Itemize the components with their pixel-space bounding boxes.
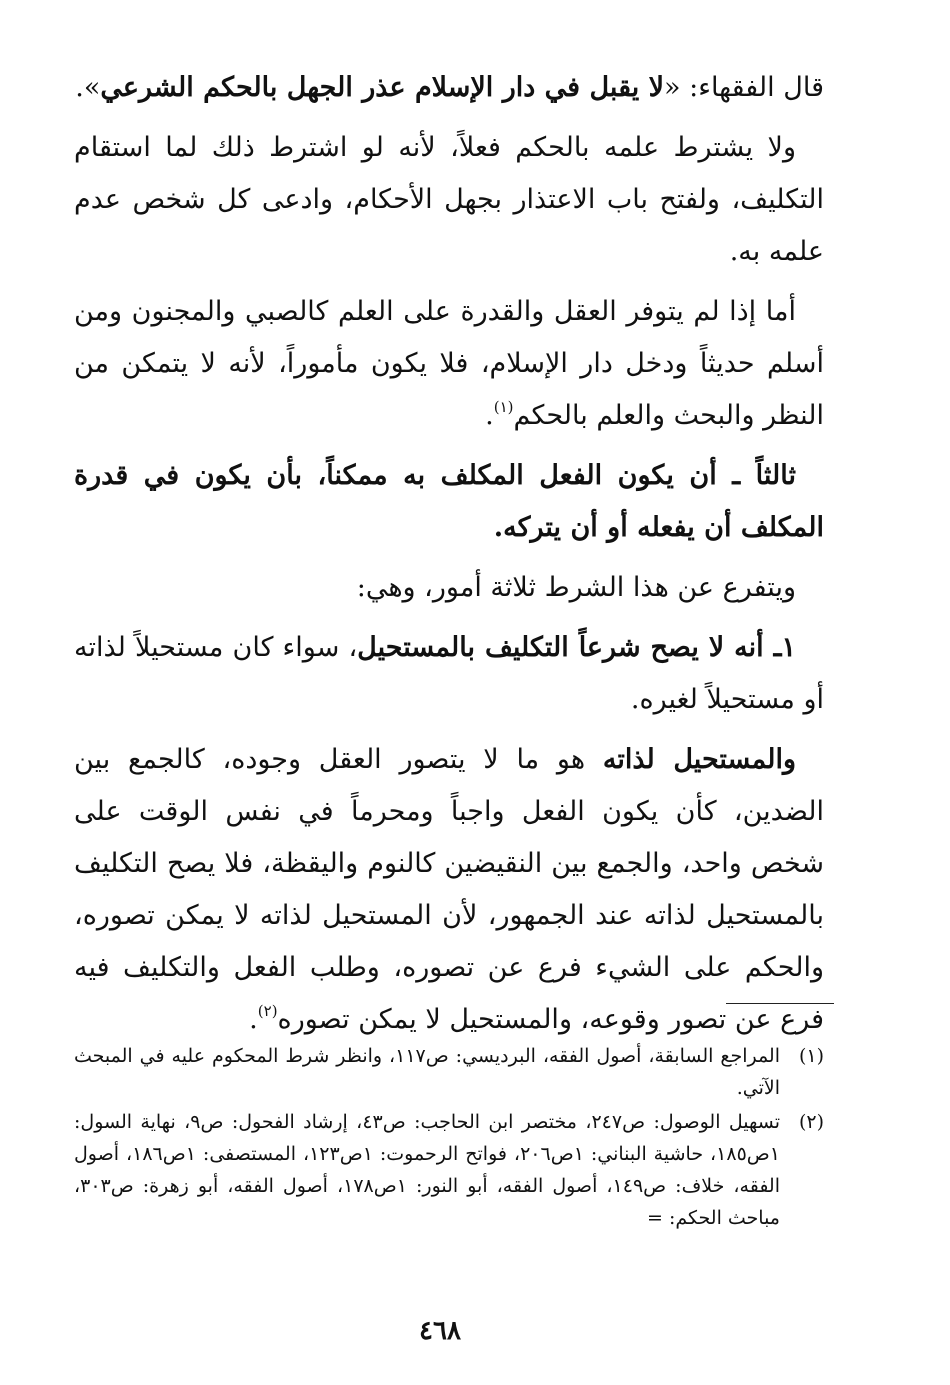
footnotes (74, 1040, 824, 1236)
paragraph-5: ويتفرع عن هذا الشرط ثلاثة أمور، وهي: (356, 572, 796, 603)
footnote-separator (726, 1003, 834, 1004)
paragraph-2: ولا يشترط علمه بالحكم فعلاً، لأنه لو اشترط ذلك لما استقام التكليف، ولفتح باب الاعتذار بجهل الأحكام، وادعى كل شخص عدم علمه به. (74, 132, 824, 267)
footnote-1 (74, 1040, 824, 1104)
footnote-ref-1: (١) (493, 398, 514, 416)
footnote-number: (٢) (798, 1111, 824, 1133)
paragraph-7: والمستحيل لذاته هو ما لا يتصور العقل وجوده، كالجمع بين الضدين، كأن يكون الفعل واجباً ومحرماً في نفس الوقت على شخص واحد، والجمع بين النقيضين كالنوم واليقظة، فلا يصح التكليف بالمستحيل لذاته عند الجمهور، لأن المستحيل لذاته لا يمكن تصوره، والحكم على الشيء فرع عن تصوره، وطلب الفعل والتكليف فيه فرع عن تصور وقوعه، والمستحيل لا يمكن تصوره$^{(٢)}$. (74, 744, 824, 1035)
paragraph-1: قال الفقهاء: «لا يقبل في دار الإسلام عذر الجهل بالحكم الشرعي». (75, 72, 824, 103)
footnote-ref-2: (٢) (257, 1002, 278, 1020)
footnote-text: تسهيل الوصول: ص٢٤٧، مختصر ابن الحاجب: ص٤٣، إرشاد الفحول: ص٩، نهاية السول: ١ص١٨٥، حاشية البناني: ١ص٢٠٦، فواتح الرحموت: ١ص١٢٣، المستصفى: ١ص١٨٦، أصول الفقه، خلاف: ص١٤٩، أصول الفقه، أبو النور: ١ص١٧٨، أصول الفقه، أبو زهرة: ص٣٠٣، مباحث الحكم: = (74, 1111, 780, 1229)
main-text (74, 62, 824, 1054)
paragraph-3: أما إذا لم يتوفر العقل والقدرة على العلم كالصبي والمجنون ومن أسلم حديثاً ودخل دار الإسلام، فلا يكون مأموراً، لأنه لا يتمكن من النظر والبحث والعلم بالحكم$^{(١)}$. (74, 296, 824, 431)
footnote-number: (١) (798, 1045, 824, 1067)
footnote-text: المراجع السابقة، أصول الفقه، البرديسي: ص١١٧، وانظر شرط المحكوم عليه في المبحث الآتي. (74, 1045, 781, 1099)
page-number: ٤٦٨ (419, 1316, 461, 1346)
footnote-2 (74, 1106, 824, 1234)
paragraph-6: ١ـ أنه لا يصح شرعاً التكليف بالمستحيل، سواء كان مستحيلاً لذاته أو مستحيلاً لغيره. (74, 632, 824, 715)
paragraph-4-heading: ثالثاً ـ أن يكون الفعل المكلف به ممكناً، بأن يكون في قدرة المكلف أن يفعله أو أن يتركه. (74, 460, 824, 543)
